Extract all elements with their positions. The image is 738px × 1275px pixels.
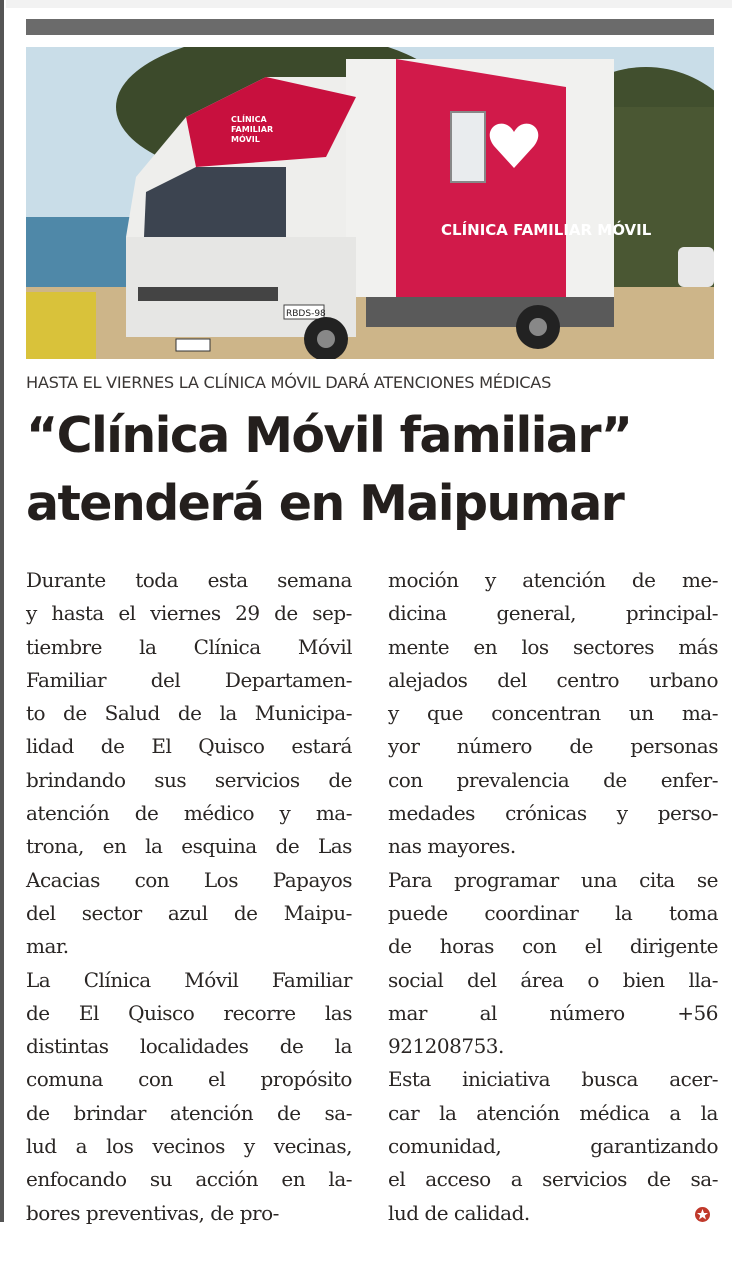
grille — [138, 287, 278, 301]
end-of-article-icon — [694, 1206, 711, 1223]
article-column-left — [26, 564, 352, 1230]
svg-text:MÓVIL: MÓVIL — [231, 135, 260, 144]
text-line: puede coordinar la toma — [388, 900, 718, 925]
text-line: nas mayores. — [388, 834, 516, 859]
text-line: Acacias con Los Papayos — [26, 867, 352, 892]
text-line: mar. — [26, 934, 69, 959]
article-headline — [26, 402, 726, 538]
section-bar — [26, 19, 714, 35]
article-kicker: HASTA EL VIERNES LA CLÍNICA MÓVIL DARÁ ATENCIONES MÉDICAS — [26, 373, 552, 392]
text-line: distintas localidades de la — [26, 1034, 352, 1059]
text-line: social del área o bien lla- — [388, 967, 718, 992]
text-line: to de Salud de la Municipa- — [26, 701, 352, 726]
text-line: lud de calidad. — [388, 1200, 530, 1225]
text-line: Para programar una cita se — [388, 867, 718, 892]
top-strip — [6, 0, 732, 8]
truck-label: CLÍNICA FAMILIAR MÓVIL — [441, 221, 652, 239]
text-line: y hasta el viernes 29 de sep- — [26, 601, 352, 626]
text-line: atención de médico y ma- — [26, 801, 352, 826]
svg-text:CLÍNICA: CLÍNICA — [231, 115, 267, 124]
svg-text:RBDS-98: RBDS-98 — [286, 309, 326, 319]
text-line: La Clínica Móvil Familiar — [26, 967, 352, 992]
text-line: lud a los vecinos y vecinas, — [26, 1134, 352, 1159]
text-line: alejados del centro urbano — [388, 667, 718, 692]
svg-text:FAMILIAR: FAMILIAR — [231, 125, 274, 134]
text-line: lidad de El Quisco estará — [26, 734, 352, 759]
text-line: enfocando su acción en la- — [26, 1167, 352, 1192]
text-line: brindando sus servicios de — [26, 767, 352, 792]
text-line: del sector azul de Maipu- — [26, 900, 352, 925]
text-line: car la atención médica a la — [388, 1100, 718, 1125]
text-line: mar al número +56 — [388, 1000, 718, 1025]
text-line: 921208753. — [388, 1034, 504, 1059]
headline-line-1: “Clínica Móvil familiar” — [26, 407, 632, 464]
page-edge-rule — [0, 0, 4, 1222]
article-photo — [26, 47, 714, 359]
text-line: Esta iniciativa busca acer- — [388, 1067, 718, 1092]
text-line: Familiar del Departamen- — [26, 667, 352, 692]
yellow-barrier — [26, 292, 96, 359]
text-line: el acceso a servicios de sa- — [388, 1167, 718, 1192]
text-line: medades crónicas y perso- — [388, 801, 718, 826]
text-line: dicina general, principal- — [388, 601, 718, 626]
article-column-right — [388, 564, 718, 1230]
text-line: moción y atención de me- — [388, 568, 718, 592]
text-line: tiembre la Clínica Móvil — [26, 634, 352, 659]
text-line: de El Quisco recorre las — [26, 1000, 352, 1025]
text-line: comunidad, garantizando — [388, 1134, 718, 1159]
text-line: trona, en la esquina de Las — [26, 834, 352, 859]
mobile-clinic-truck-photo — [26, 47, 714, 359]
text-line: comuna con el propósito — [26, 1067, 352, 1092]
text-line: con prevalencia de enfer- — [388, 767, 718, 792]
truck-window — [451, 112, 485, 182]
headline-line-2: atenderá en Maipumar — [26, 475, 624, 532]
parked-car — [678, 247, 714, 287]
text-line: bores preventivas, de pro- — [26, 1200, 279, 1225]
text-line: Durante toda esta semana — [26, 568, 352, 592]
plate-front — [176, 339, 210, 351]
text-line: yor número de personas — [388, 734, 718, 759]
text-line: de horas con el dirigente — [388, 934, 718, 959]
text-line: mente en los sectores más — [388, 634, 718, 659]
text-line: y que concentran un ma- — [388, 701, 718, 726]
text-line: de brindar atención de sa- — [26, 1100, 352, 1125]
